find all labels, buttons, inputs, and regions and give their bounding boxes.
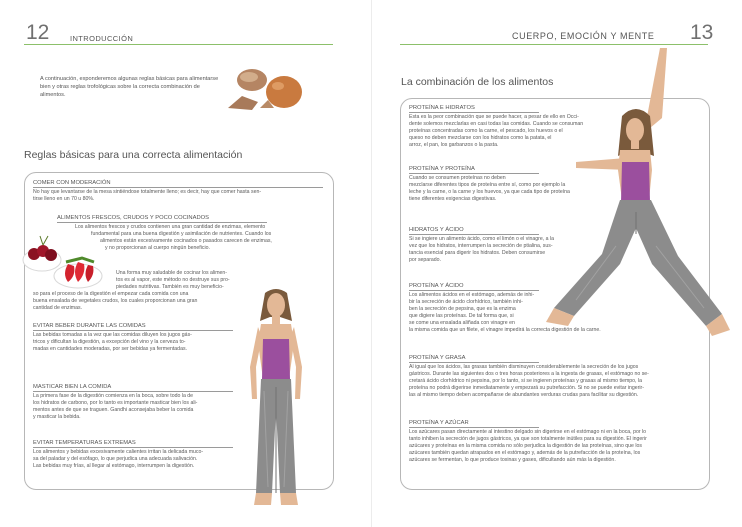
combination-title: HIDRATOS Y ÁCIDO — [409, 227, 464, 233]
combination-line: gástricos. Durante las siguientes dos o tres horas posteriores a la ingesta de grasas, el estómago no se- — [409, 371, 649, 377]
page-number-left: 12 — [26, 21, 50, 44]
combination-line: azúcares y proteínas en la misma comida no sólo perjudica la digestión de las proteínas, sino que los — [409, 443, 642, 449]
rule-line: y masticar la bebida. — [33, 414, 81, 420]
section-rule — [409, 234, 539, 235]
rule-line: tos es al vapor, este método no destruye sus pro- — [116, 277, 230, 283]
header-rule-right — [400, 44, 708, 45]
combination-line: azúcares se fermentan, lo que produce toxinas y gases, dificultando aún más la digestión. — [409, 457, 616, 463]
combination-line: cretará ácido clorhídrico ni pepsina, por lo tanto, si se ingieren proteínas y grasas al mismo tiempo, la — [409, 378, 642, 384]
rule-line: tirse lleno en un 70 u 80%. — [33, 196, 95, 202]
combination-title: PROTEÍNA Y PROTEÍNA — [409, 166, 475, 172]
section-header-right: CUERPO, EMOCIÓN Y MENTE — [512, 31, 655, 41]
rule-line: Las bebidas muy frías, al llegar al estómago, interrumpen la digestión. — [33, 463, 195, 469]
combination-line: mezclarse diferentes tipos de proteína entre sí, como por ejemplo la — [409, 182, 566, 188]
combination-line: Si se ingiere un alimento ácido, como el limón o el vinagre, a la — [409, 236, 555, 242]
rule-line: Una forma muy saludable de cocinar los alimen- — [116, 270, 228, 276]
rule-title: MASTICAR BIEN LA COMIDA — [33, 384, 112, 390]
combination-line: queso no deben mezclarse con los hidratos como la patata, el — [409, 135, 552, 141]
rule-line: alimentos están excesivamente cocinados o pasados carecen de enzimas, — [100, 238, 272, 244]
section-rule — [33, 187, 323, 188]
section-rule — [409, 112, 539, 113]
header-rule-left — [24, 44, 333, 45]
rule-title: ALIMENTOS FRESCOS, CRUDOS Y POCO COCINADOS — [57, 215, 210, 221]
combination-line: leche y la carne, o la carne y los huevos, ya que cada tipo de proteína — [409, 189, 570, 195]
combination-title: PROTEÍNA Y ÁCIDO — [409, 283, 464, 289]
rule-line: buena ensalada de vegetales crudos, los cuales proporcionan una gran — [33, 298, 198, 304]
rule-line: tricos y dificultan la digestión, a excepción del vino y la cerveza to- — [33, 339, 186, 345]
section-header-left: INTRODUCCIÓN — [70, 34, 134, 43]
rule-line: Los alimentos y bebidas excesivamente calientes irritan la delicada muco- — [33, 449, 204, 455]
section-rule — [33, 391, 233, 392]
rule-line: fundamental para una buena digestión y asimilación de nutrientes. Cuando los — [91, 231, 272, 237]
section-rule — [409, 290, 539, 291]
combination-line: Los azúcares pasan directamente al intestino delgado sin digerirse en el estómago ni en la boca, por lo — [409, 429, 647, 435]
combination-line: que digiere las proteínas. De tal forma que, si — [409, 313, 514, 319]
fruit-illustration — [22, 228, 104, 292]
section-rule — [409, 362, 539, 363]
combination-line: se come una ensalada aliñada con vinagre en — [409, 320, 515, 326]
combination-line: vez que los hidratos, interrumpen la secreción de ptialina, sus- — [409, 243, 553, 249]
rule-line: madas en cantidades moderadas, por ser bebidas ya fermentadas. — [33, 346, 187, 352]
combination-line: arroz, el pan, los garbanzos o la pasta. — [409, 142, 499, 148]
rule-line: Los alimentos frescos y crudos contienen una gran cantidad de enzimas, elemento — [75, 224, 266, 230]
rule-line: sa del paladar y del esófago, lo que perjudica una adecuada salivación. — [33, 456, 198, 462]
section-rule — [33, 330, 233, 331]
combination-line: proteína no podrá digerirse inmediatamente y empezará su putrefacción. Si no se puede evitar ingerir- — [409, 385, 645, 391]
combination-title: PROTEÍNA E HIDRATOS — [409, 105, 475, 111]
rule-line: y no proporcionan al cuerpo ningún beneficio. — [105, 245, 210, 251]
section-rule — [33, 447, 233, 448]
rule-line: los hidratos de carbono, por lo tanto es importante masticar bien los ali- — [33, 400, 198, 406]
combination-line: Los alimentos ácidos en el estómago, además de inhi- — [409, 292, 535, 298]
rule-line: mentos antes de que se traguen. Gandhi aconsejaba beber la comida — [33, 407, 194, 413]
rule-line: Las bebidas tomadas a la vez que las comidas diluyen los jugos gás- — [33, 332, 192, 338]
rule-title: EVITAR BEBER DURANTE LAS COMIDAS — [33, 323, 146, 329]
combination-title: PROTEÍNA Y AZÚCAR — [409, 420, 469, 426]
combination-line: tanto inhiben la secreción de jugos gástricos, ya que son totalmente inútiles para su digestión. El ingerir — [409, 436, 647, 442]
rule-line: piedades nutritivas. También es muy beneficio- — [116, 284, 224, 290]
yoga-pose-woman-photo — [546, 46, 730, 342]
standing-woman-photo — [240, 287, 312, 513]
rule-line: so para el proceso de la digestión el empezar cada comida con una — [33, 291, 189, 297]
combination-line: bir la secreción de ácido clorhídrico, también inhi- — [409, 299, 523, 305]
right-heading: La combinación de los alimentos — [401, 76, 554, 88]
combination-title: PROTEÍNA Y GRASA — [409, 355, 466, 361]
page-number-right: 13 — [690, 21, 714, 44]
combination-line: dente solemos mezclarlas en casi todas las comidas. Cuando se consuman — [409, 121, 584, 127]
combination-line: ben la secreción de pepsina, que es la enzima — [409, 306, 516, 312]
combination-line: Esta es la peor combinación que se puede hacer, a pesar de ello en Occi- — [409, 114, 579, 120]
combination-line: Al igual que los ácidos, las grasas también disminuyen considerablemente la secreción de los jugos — [409, 364, 639, 370]
intro-paragraph: A continuación, exponderemos algunas reglas básicas para alimentarse bien y otras reglas trofológicas sobre la correcta combinación de alimentos. — [40, 76, 219, 98]
combination-line: la misma comida que un filete, el vinagre impedirá la correcta digestión de la carne. — [409, 327, 601, 333]
combination-line: tancia esencial para digerir los hidratos. Deben consumirse — [409, 250, 546, 256]
nuts-illustration — [222, 64, 304, 112]
rule-title: EVITAR TEMPERATURAS EXTREMAS — [33, 440, 136, 446]
rule-line: La primera fase de la digestión comienza en la boca, sobre todo la de — [33, 393, 194, 399]
combination-line: tiene diferentes exigencias digestivas. — [409, 196, 497, 202]
rule-line: cantidad de enzimas. — [33, 305, 83, 311]
combination-line: proteínas concentradas como la carne, el pescado, los huevos o el — [409, 128, 563, 134]
combination-line: Cuando se consumen proteínas no deben — [409, 175, 506, 181]
section-rule — [409, 173, 539, 174]
section-rule — [409, 427, 539, 428]
combination-line: por separado. — [409, 257, 442, 263]
section-rule — [57, 222, 267, 223]
left-heading: Reglas básicas para una correcta alimentación — [24, 149, 243, 161]
combination-line: azúcares también quedan atrapados en el estómago y, además de la putrefacción de la proteína, los — [409, 450, 641, 456]
combination-line: las al mismo tiempo deben acompañarse de abundantes verduras crudas para facilitar su digestión. — [409, 392, 639, 398]
rule-title: COMER CON MODERACIÓN — [33, 180, 111, 186]
rule-line: No hay que levantarse de la mesa sintiéndose totalmente lleno; es decir, hay que comer hasta sen- — [33, 189, 262, 195]
